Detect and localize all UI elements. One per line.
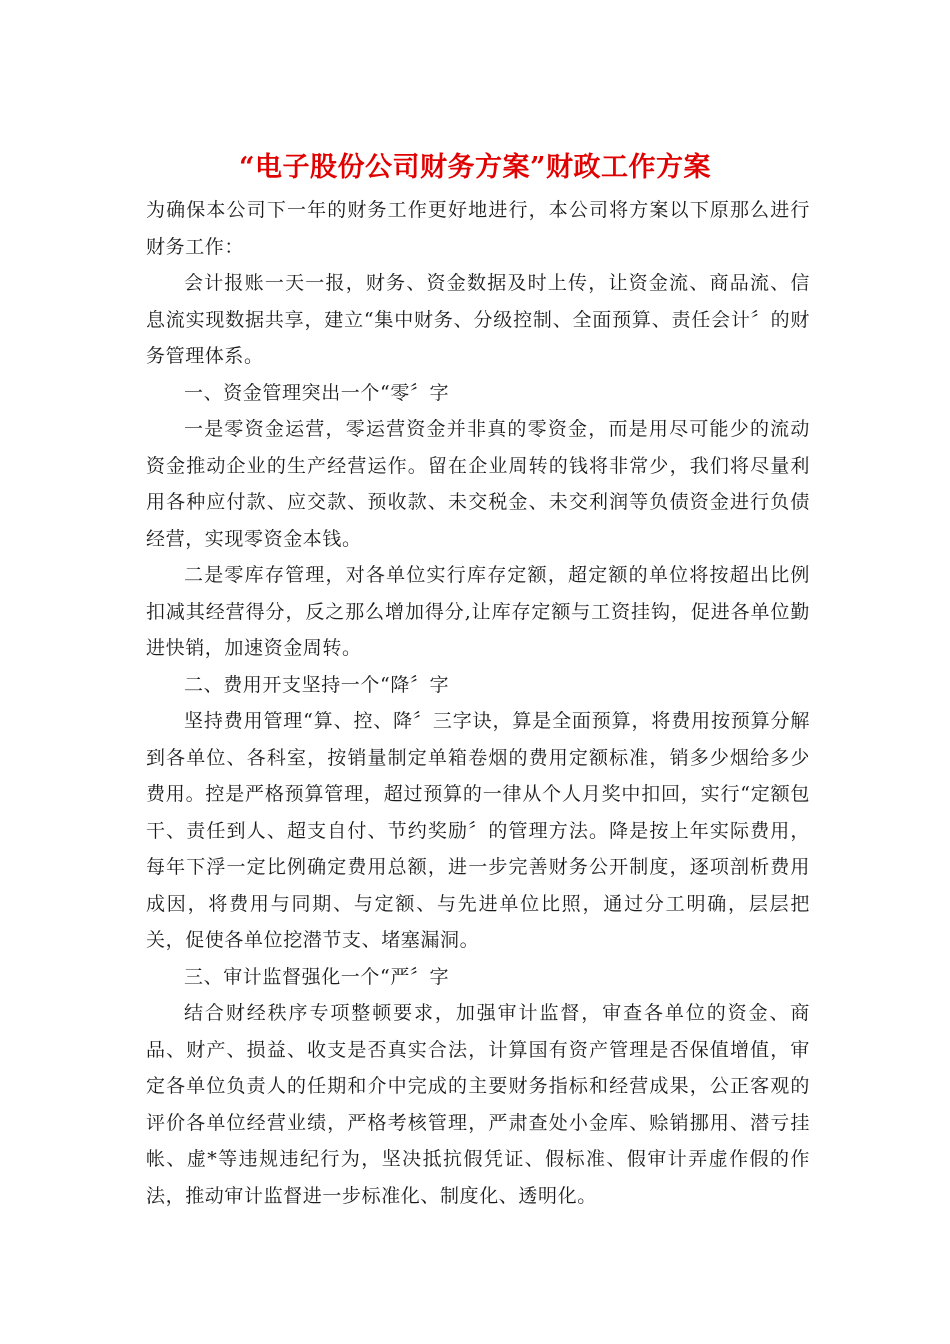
body-paragraph: 结合财经秩序专项整顿要求，加强审计监督，审查各单位的资金、商品、财产、损益、收支是否真实合法，计算国有资产管理是否保值增值，审定各单位负责人的任期和介中完成的主要财务指标和经营成果，公正客观的评价各单位经营业绩，严格考核管理，严肃查处小金库、赊销挪用、潜亏挂帐、虚*等违规违纪行为，坚决抵抗假凭证、假标准、假审计弄虚作假的作法，推动审计监督进一步标准化、制度化、透明化。 <box>146 1002 810 1207</box>
document-body <box>146 192 810 1214</box>
body-paragraph: 为确保本公司下一年的财务工作更好地进行，本公司将方案以下原那么进行财务工作： <box>146 199 810 258</box>
section-heading: 三、审计监督强化一个“严〞字 <box>184 965 450 988</box>
body-paragraph: 会计报账一天一报，财务、资金数据及时上传，让资金流、商品流、信息流实现数据共享，建立“集中财务、分级控制、全面预算、责任会计〞的财务管理体系。 <box>146 272 810 367</box>
body-paragraph: 一是零资金运营，零运营资金并非真的零资金，而是用尽可能少的流动资金推动企业的生产经营运作。留在企业周转的钱将非常少，我们将尽量利用各种应付款、应交款、预收款、未交税金、未交利润等负债资金进行负债经营，实现零资金本钱。 <box>146 418 810 550</box>
document-title: “电子股份公司财务方案”财政工作方案 <box>238 152 712 183</box>
section-heading: 二、费用开支坚持一个“降〞字 <box>184 673 450 696</box>
body-paragraph: 坚持费用管理“算、控、降〞三字诀，算是全面预算，将费用按预算分解到各单位、各科室，按销量制定单箱卷烟的费用定额标准，销多少烟给多少费用。控是严格预算管理，超过预算的一律从个人月奖中扣回，实行“定额包干、责任到人、超支自付、节约奖励〞的管理方法。降是按上年实际费用，每年下浮一定比例确定费用总额，进一步完善财务公开制度，逐项剖析费用成因，将费用与同期、与定额、与先进单位比照，通过分工明确，层层把关，促使各单位挖潜节支、堵塞漏洞。 <box>146 710 810 951</box>
section-heading: 一、资金管理突出一个“零〞字 <box>184 381 450 404</box>
body-paragraph: 二是零库存管理，对各单位实行库存定额，超定额的单位将按超出比例扣减其经营得分，反之那么增加得分,让库存定额与工资挂钩，促进各单位勤进快销，加速资金周转。 <box>146 564 810 659</box>
